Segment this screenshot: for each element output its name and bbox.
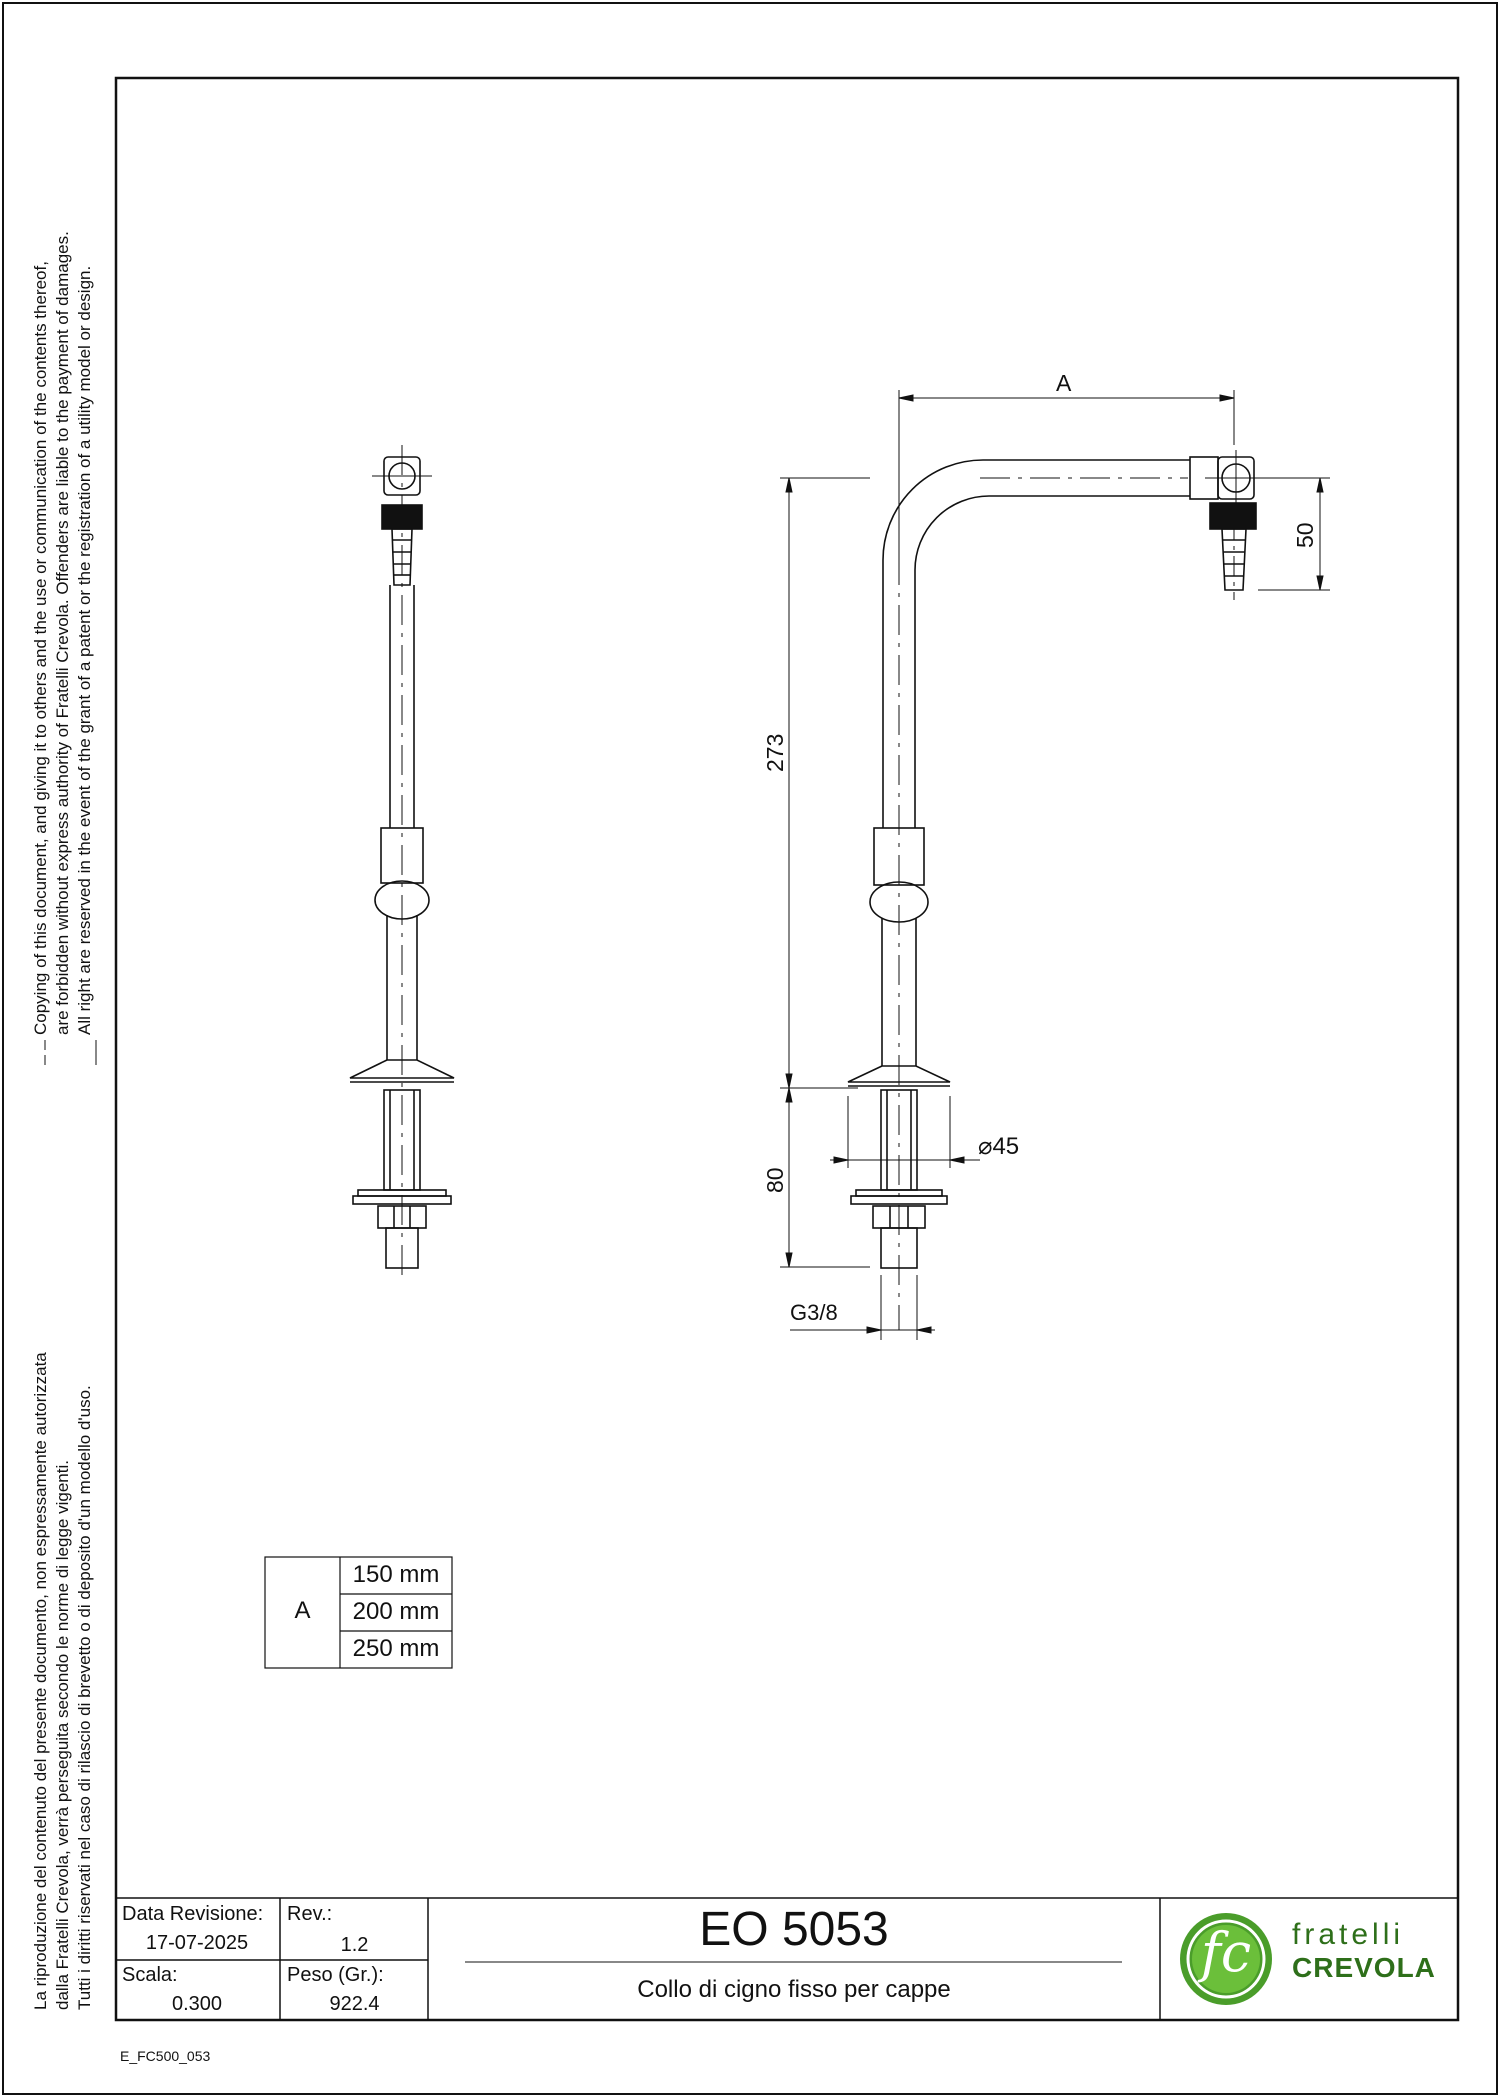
product-code: EO 5053 [699,1903,889,1956]
dim-label-80: 80 [762,1167,788,1193]
size-table-label: A [294,1597,311,1624]
dim-label-a: A [1056,370,1072,396]
notice-en-line-1: Copying of this document, and giving it to others and the use or communication of the contents thereof, [31,261,50,1035]
revision-date-label: Data Revisione: [122,1903,264,1925]
size-table-value-2: 200 mm [352,1598,440,1625]
front-view [848,450,1260,1330]
dimension-lines [780,390,1330,1340]
dim-label-diameter: ⌀45 [978,1133,1020,1160]
rev-value: 1.2 [340,1934,369,1956]
side-view [350,445,454,1280]
size-table-value-3: 250 mm [352,1635,440,1662]
inner-frame [116,78,1458,2020]
notice-en-line-2: are forbidden without express authority of Fratelli Crevola. Offenders are liable to the payment of damages. [53,231,72,1035]
product-description: Collo di cigno fisso per cappe [637,1976,951,2003]
dim-label-thread: G3/8 [790,1300,838,1325]
dim-label-273: 273 [762,733,788,772]
outer-border [3,3,1497,2094]
scale-value: 0.300 [171,1993,223,2015]
drawing-file-code: E_FC500_053 [120,2048,211,2064]
rev-label: Rev.: [287,1903,333,1925]
weight-label: Peso (Gr.): [287,1964,384,1986]
logo-text-fratelli: fratelli [1292,1918,1405,1951]
logo-text-crevola: CREVOLA [1292,1952,1436,1983]
copyright-notice-english [30,231,96,1035]
revision-date-value: 17-07-2025 [145,1932,249,1954]
copyright-notice-italian [30,1352,96,2010]
logo-monogram: fc [1200,1921,1252,1984]
notice-it-line-1: La riproduzione del contenuto del presente documento, non espressamente autorizzata [31,1352,50,2010]
scale-label: Scala: [122,1964,178,1986]
notice-it-line-2: dalla Fratelli Crevola, verrà perseguita secondo le norme di legge vigenti. [53,1460,72,2010]
dim-label-50: 50 [1292,522,1318,548]
size-table-value-1: 150 mm [352,1561,440,1588]
weight-value: 922.4 [329,1993,380,2015]
notice-en-line-3: All right are reserved in the event of the grant of a patent or the registration of a utility model or design. [75,265,94,1035]
notice-it-line-3: Tutti i diritti riservati nel caso di rilascio di brevetto o di deposito d'un modello d'uso. [75,1385,94,2010]
